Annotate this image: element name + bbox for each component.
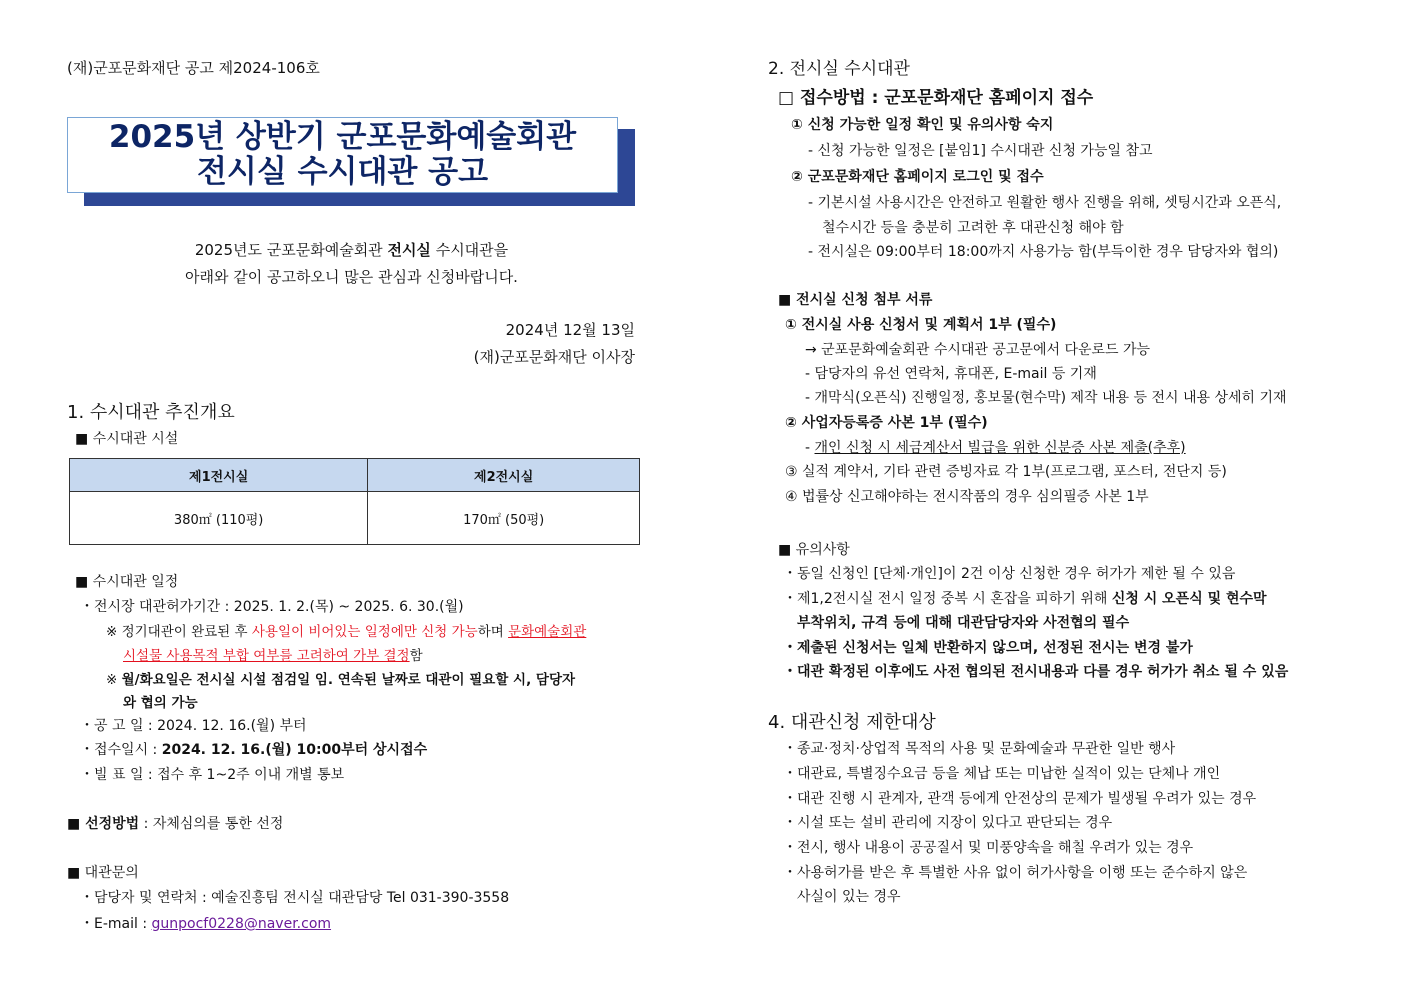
section1-heading: 1. 수시대관 추진개요 [67, 402, 235, 423]
restriction-1: ・종교·정치·상업적 목적의 사용 및 문화예술과 무관한 일반 행사 [783, 741, 1176, 757]
announce-date: 2024년 12월 13일 [505, 321, 635, 339]
doc-1-b: - 담당자의 유선 연락처, 휴대폰, E-mail 등 기재 [805, 366, 1097, 382]
doc-1: ① 전시실 사용 신청서 및 계획서 1부 (필수) [785, 317, 1057, 333]
caution-3: ・제출된 신청서는 일체 반환하지 않으며, 선정된 전시는 변경 불가 [783, 640, 1193, 656]
restriction-4: ・시설 또는 설비 관리에 지장이 있다고 판단되는 경우 [783, 815, 1113, 831]
table-header: 제1전시실 [70, 459, 368, 492]
step-2-sub-1: - 기본시설 사용시간은 안전하고 원활한 행사 진행을 위해, 셋팅시간과 오픈식, [808, 195, 1282, 211]
doc-2-a: - 개인 신청 시 세금계산서 빌급을 위한 신분증 사본 제출(추후) [805, 440, 1186, 456]
caution-2-cont: 부착위치, 규격 등에 대해 대관담당자와 사전협의 필수 [797, 615, 1130, 631]
contact-info: ・담당자 및 연락처 : 예술진흥팀 전시실 대관담당 Tel 031-390-3558 [80, 890, 510, 906]
doc-4: ④ 법률상 신고해야하는 전시작품의 경우 심의필증 사본 1부 [785, 489, 1149, 505]
receipt-method: □ 접수방법 : 군포문화재단 홈페이지 접수 [778, 88, 1094, 108]
step-1: ① 신청 가능한 일정 확인 및 유의사항 숙지 [791, 117, 1054, 133]
schedule-heading: ■ 수시대관 일정 [75, 574, 179, 590]
rental-period: ・전시장 대관허가기간 : 2025. 1. 2.(목) ~ 2025. 6. 30.(월) [80, 599, 464, 615]
schedule-note-2-cont: 와 협의 가능 [123, 695, 198, 711]
doc-2: ② 사업자등록증 사본 1부 (필수) [785, 415, 988, 431]
section4-heading: 4. 대관신청 제한대상 [768, 712, 936, 733]
issuer: (재)군포문화재단 이사장 [473, 348, 635, 366]
doc-1-c: - 개막식(오픈식) 진행일정, 홍보물(현수막) 제작 내용 등 전시 내용 상세히 기재 [805, 390, 1287, 406]
receipt-time: ・접수일시 : 2024. 12. 16.(월) 10:00부터 상시접수 [80, 742, 428, 758]
facility-heading: ■ 수시대관 시설 [75, 431, 179, 447]
section2-heading: 2. 전시실 수시대관 [768, 59, 910, 79]
schedule-note-1-cont: 시설물 사용목적 부합 여부를 고려하여 가부 결정함 [123, 648, 423, 664]
caution-4: ・대관 확정된 이후에도 사전 협의된 전시내용과 다를 경우 허가가 취소 될 수 있음 [783, 664, 1289, 680]
email-link[interactable]: gunpocf0228@naver.com [151, 916, 332, 932]
schedule-note-1: ※ 정기대관이 완료된 후 사용일이 비어있는 일정에만 신청 가능하며 문화예술회관 [106, 624, 587, 640]
restriction-2: ・대관료, 특별징수요금 등을 체납 또는 미납한 실적이 있는 단체나 개인 [783, 766, 1221, 782]
caution-1: ・동일 신청인 [단체·개인]이 2건 이상 신청한 경우 허가가 제한 될 수 있음 [783, 566, 1236, 582]
cautions-heading: ■ 유의사항 [778, 542, 850, 558]
notice-number: (재)군포문화재단 공고 제2024-106호 [67, 59, 320, 77]
schedule-note-2: ※ 월/화요일은 전시실 시설 점검일 임. 연속된 날짜로 대관이 필요할 시, 담당자 [106, 672, 576, 688]
result-day: ・빌 표 일 : 접수 후 1~2주 이내 개별 통보 [80, 767, 345, 783]
step-1-sub: - 신청 가능한 일정은 [붙임1] 수시대관 신청 가능일 참고 [808, 143, 1153, 159]
table-cell: 380㎡ (110평) [70, 492, 368, 545]
announce-day: ・공 고 일 : 2024. 12. 16.(월) 부터 [80, 718, 307, 734]
step-2: ② 군포문화재단 홈페이지 로그인 및 접수 [791, 169, 1044, 185]
restriction-5: ・전시, 행사 내용이 공공질서 및 미풍양속을 해칠 우려가 있는 경우 [783, 840, 1194, 856]
doc-1-a: → 군포문화예술회관 수시대관 공고문에서 다운로드 가능 [805, 342, 1151, 358]
title-box [67, 117, 618, 193]
doc-3: ③ 실적 계약서, 기타 관련 증빙자료 각 1부(프로그램, 포스터, 전단지 등) [785, 464, 1227, 480]
intro-line-1: 2025년도 군포문화예술회관 전시실 수시대관을 [194, 241, 509, 259]
caution-2: ・제1,2전시실 전시 일정 중복 시 혼잡을 피하기 위해 신청 시 오픈식 및 현수막 [783, 591, 1267, 607]
restriction-3: ・대관 진행 시 관계자, 관객 등에게 안전상의 문제가 빌생될 우려가 있는 경우 [783, 791, 1257, 807]
title-line-1: 2025년 상반기 군포문화예술회관 [108, 119, 577, 155]
table-header: 제2전시실 [368, 459, 640, 492]
restriction-6: ・사용허가를 받은 후 특별한 사유 없이 허가사항을 이행 또는 준수하지 않은 [783, 865, 1248, 881]
title-line-2: 전시실 수시대관 공고 [196, 154, 489, 190]
restriction-6-cont: 사실이 있는 경우 [797, 889, 901, 905]
inquiry-heading: ■ 대관문의 [67, 865, 139, 881]
facility-table [69, 458, 640, 545]
intro-line-2: 아래와 같이 공고하오니 많은 관심과 신청바랍니다. [185, 268, 518, 286]
documents-heading: ■ 전시실 신청 첨부 서류 [778, 292, 933, 308]
step-2-sub-2: - 전시실은 09:00부터 18:00까지 사용가능 함(부득이한 경우 담당자와 협의) [808, 244, 1279, 260]
email-line: ・E-mail : gunpocf0228@naver.com [80, 916, 332, 932]
step-2-sub-1-cont: 철수시간 등을 충분히 고려한 후 대관신청 해야 함 [822, 220, 1124, 236]
table-cell: 170㎡ (50평) [368, 492, 640, 545]
selection-method: ■ 선정방법 : 자체심의를 통한 선정 [67, 816, 284, 832]
